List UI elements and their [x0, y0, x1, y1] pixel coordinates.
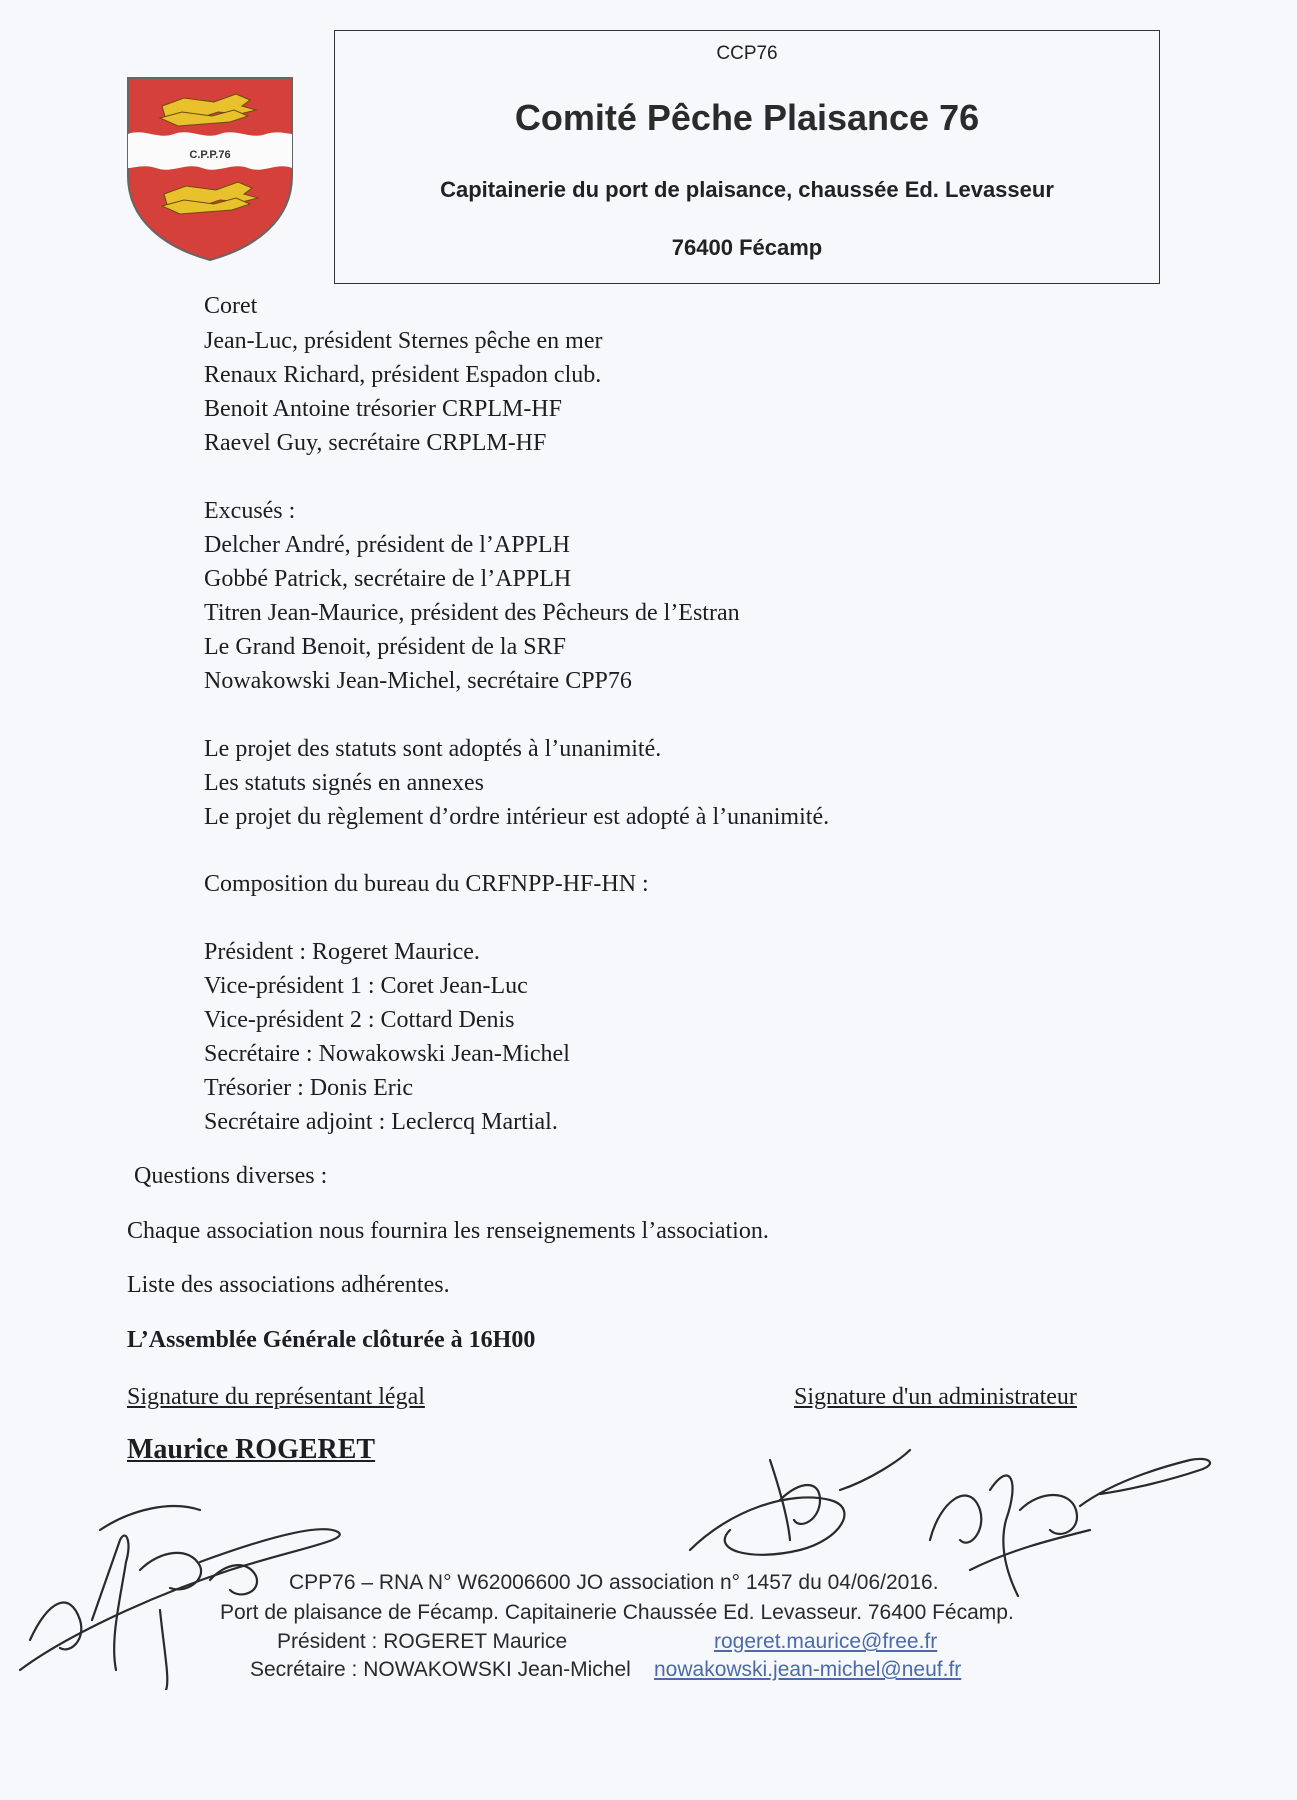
question-line: Chaque association nous fournira les renseignements l’association.: [127, 1218, 769, 1244]
present-line: Renaux Richard, président Espadon club.: [204, 362, 602, 388]
question-line: Liste des associations adhérentes.: [127, 1272, 450, 1298]
bureau-line: Vice-président 1 : Coret Jean-Luc: [204, 973, 528, 999]
footer-registration: CPP76 – RNA N° W62006600 JO association n° 1457 du 04/06/2016.: [289, 1571, 939, 1594]
president-email-link[interactable]: rogeret.maurice@free.fr: [714, 1630, 938, 1653]
resolution-line: Les statuts signés en annexes: [204, 770, 484, 796]
excused-line: Gobbé Patrick, secrétaire de l’APPLH: [204, 566, 572, 592]
signatory-name: Maurice ROGERET: [127, 1434, 376, 1465]
present-line: Jean-Luc, président Sternes pêche en mer: [204, 328, 603, 354]
excuses-title: Excusés :: [204, 498, 296, 524]
present-line: Coret: [204, 293, 258, 319]
signature-left-label: Signature du représentant légal: [127, 1384, 425, 1410]
organization-name: Comité Pêche Plaisance 76: [514, 97, 980, 138]
excused-line: Delcher André, président de l’APPLH: [204, 532, 570, 558]
letterhead: [334, 30, 1160, 284]
header-address: Capitainerie du port de plaisance, chaussée Ed. Levasseur: [440, 177, 1054, 202]
footer-secretary: Secrétaire : NOWAKOWSKI Jean-Michel: [250, 1658, 631, 1681]
present-line: Raevel Guy, secrétaire CRPLM-HF: [204, 430, 547, 456]
footer-president: Président : ROGERET Maurice: [277, 1630, 568, 1653]
header-city: 76400 Fécamp: [671, 235, 823, 260]
bureau-line: Trésorier : Donis Eric: [204, 1075, 414, 1101]
header-code: CCP76: [716, 43, 778, 64]
crest-logo: [124, 76, 296, 262]
bureau-line: Secrétaire adjoint : Leclercq Martial.: [204, 1109, 558, 1135]
secretary-email-link[interactable]: nowakowski.jean-michel@neuf.fr: [654, 1658, 962, 1681]
excused-line: Nowakowski Jean-Michel, secrétaire CPP76: [204, 668, 632, 694]
questions-title: Questions diverses :: [134, 1163, 328, 1189]
closing-statement: L’Assemblée Générale clôturée à 16H00: [127, 1327, 536, 1353]
excused-line: Le Grand Benoit, président de la SRF: [204, 634, 566, 660]
excused-line: Titren Jean-Maurice, président des Pêcheurs de l’Estran: [204, 600, 740, 626]
bureau-title: Composition du bureau du CRFNPP-HF-HN :: [204, 871, 649, 897]
footer-address: Port de plaisance de Fécamp. Capitainerie Chaussée Ed. Levasseur. 76400 Fécamp.: [220, 1601, 1014, 1624]
signature-right-label: Signature d'un administrateur: [794, 1384, 1077, 1410]
resolution-line: Le projet des statuts sont adoptés à l’unanimité.: [204, 736, 662, 762]
crest-label: C.P.P.76: [189, 149, 231, 161]
bureau-line: Président : Rogeret Maurice.: [204, 939, 480, 965]
bureau-line: Vice-président 2 : Cottard Denis: [204, 1007, 515, 1033]
bureau-line: Secrétaire : Nowakowski Jean-Michel: [204, 1041, 570, 1067]
present-line: Benoit Antoine trésorier CRPLM-HF: [204, 396, 562, 422]
resolution-line: Le projet du règlement d’ordre intérieur est adopté à l’unanimité.: [204, 804, 830, 830]
